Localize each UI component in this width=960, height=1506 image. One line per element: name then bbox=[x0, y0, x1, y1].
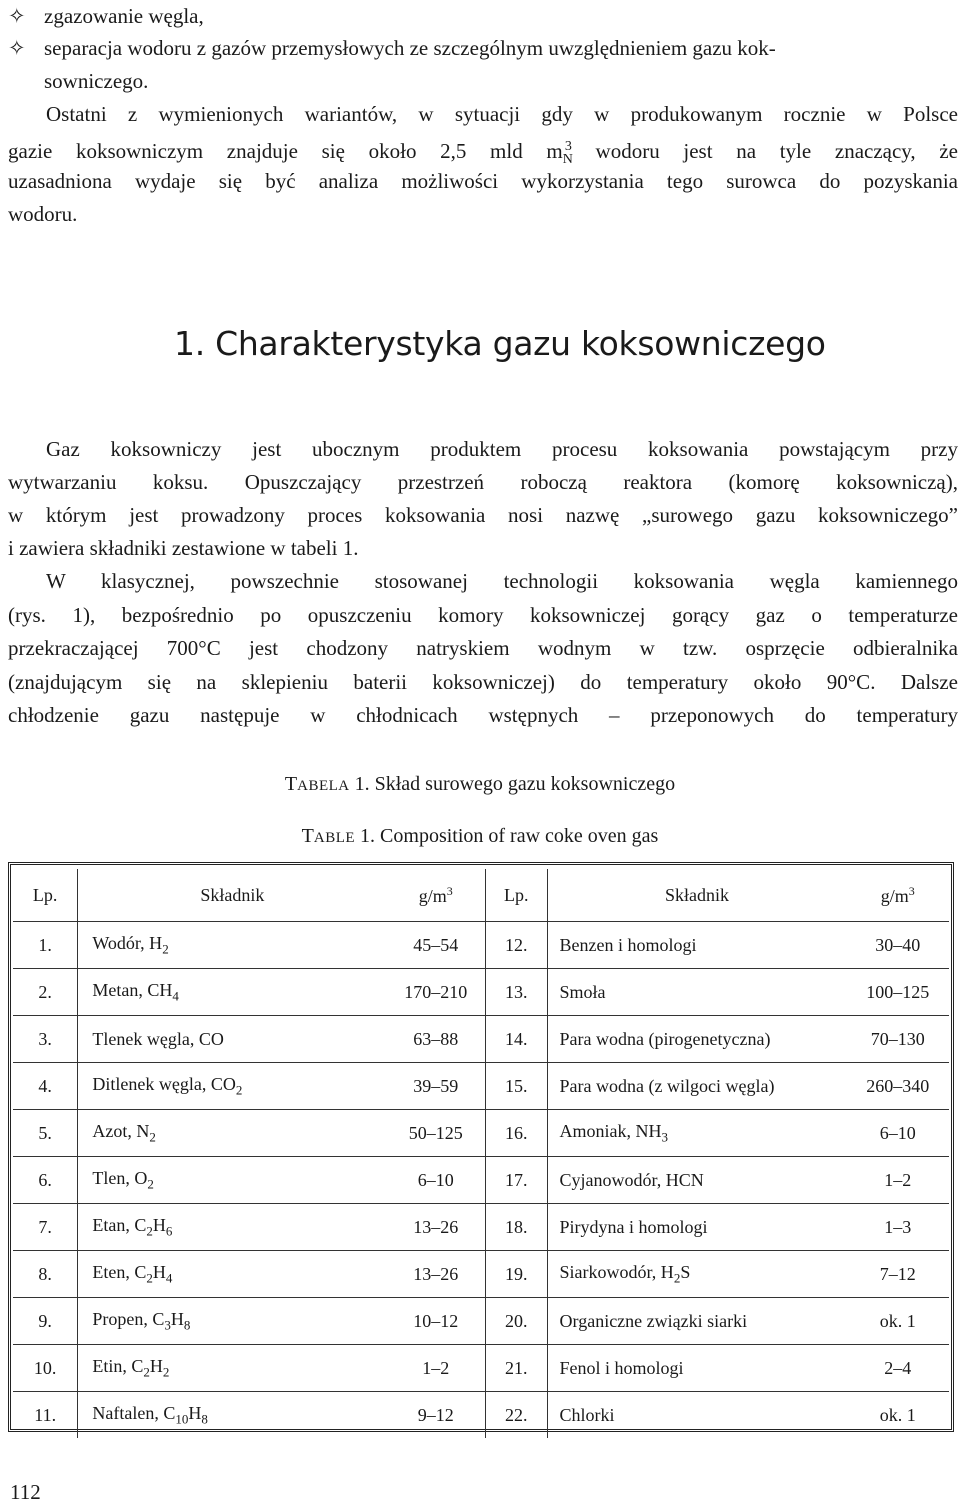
subscript: 4 bbox=[172, 988, 179, 1004]
cell-value: 50–125 bbox=[386, 1110, 485, 1157]
table-row bbox=[13, 1016, 949, 1063]
subscript: 2 bbox=[146, 1270, 153, 1286]
cell-value: 1–2 bbox=[847, 1157, 949, 1204]
text-line: (rys. 1), bezpośrednio po opuszczeniu komory koksowniczej gorący gaz o temperaturze bbox=[8, 603, 958, 627]
subscript: 10 bbox=[175, 1411, 189, 1427]
table-row bbox=[13, 969, 949, 1016]
unit-text: g/m bbox=[880, 885, 909, 906]
component-name: Tlen, O bbox=[92, 1167, 148, 1188]
bullet-text: separacja wodoru z gazów przemysłowych ze szczególnym uwzględnieniem gazu kok- bbox=[44, 36, 776, 60]
subscript: 2 bbox=[162, 941, 169, 957]
text-line: (znajdującym się na sklepieniu baterii koksowniczej) do temperatury około 90°C. Dalsze bbox=[8, 670, 958, 694]
text-line: wodoru. bbox=[8, 202, 78, 226]
subscript: 2 bbox=[149, 1129, 156, 1145]
cell-value: 63–88 bbox=[386, 1016, 485, 1063]
component-name: Benzen i homologi bbox=[559, 934, 697, 955]
table-row bbox=[13, 1204, 949, 1251]
header-lp: Lp. bbox=[13, 869, 78, 922]
bullet-text: zgazowanie węgla, bbox=[44, 4, 204, 28]
cell-value: 2–4 bbox=[847, 1345, 949, 1392]
subscript: 6 bbox=[165, 1223, 173, 1239]
cell-value: ok. 1 bbox=[879, 1404, 916, 1425]
table-row bbox=[13, 1392, 949, 1439]
component-name-part: H bbox=[152, 1214, 166, 1235]
cell-component bbox=[78, 1157, 387, 1204]
component-name: Chlorki bbox=[559, 1404, 615, 1425]
cell-component bbox=[547, 1298, 847, 1345]
component-name: Organiczne związki siarki bbox=[559, 1310, 748, 1331]
cell-component bbox=[78, 1016, 387, 1063]
cell-component bbox=[78, 1392, 387, 1439]
cell-lp: 14. bbox=[486, 1016, 548, 1063]
subscript: N bbox=[562, 152, 573, 168]
cell-component bbox=[547, 922, 847, 969]
cell-lp: 17. bbox=[486, 1157, 548, 1204]
cell-value: 70–130 bbox=[847, 1016, 949, 1063]
component-name: Naftalen, C bbox=[92, 1402, 176, 1423]
caption-smallcaps: ABELA bbox=[297, 778, 350, 794]
composition-table-frame bbox=[8, 862, 954, 1432]
component-name: Smoła bbox=[559, 981, 606, 1002]
header-lp: Lp. bbox=[486, 869, 548, 922]
cell-lp: 18. bbox=[486, 1204, 548, 1251]
caption-initial: T bbox=[301, 825, 314, 847]
component-name: Metan, CH bbox=[92, 979, 173, 1000]
header-component: Składnik bbox=[78, 869, 387, 922]
cell-lp: 3. bbox=[13, 1016, 78, 1063]
cell-value: ok. 1 bbox=[847, 1298, 949, 1345]
component-name: Amoniak, NH bbox=[559, 1120, 662, 1141]
cell-value: 45–54 bbox=[386, 922, 485, 969]
subscript: 2 bbox=[147, 1176, 154, 1192]
cell-value: 10–12 bbox=[386, 1298, 485, 1345]
superscript: 3 bbox=[564, 139, 572, 154]
component-name: Tlenek węgla, CO bbox=[92, 1028, 224, 1049]
component-name: Ditlenek węgla, CO bbox=[92, 1073, 236, 1094]
subscript: 2 bbox=[143, 1364, 150, 1380]
header-unit bbox=[847, 869, 949, 922]
cell-lp: 19. bbox=[486, 1251, 548, 1298]
caption-smallcaps: ABLE bbox=[313, 830, 356, 846]
unit-sup: 3 bbox=[446, 883, 453, 898]
cell-value: 39–59 bbox=[386, 1063, 485, 1110]
text-line: i zawiera składniki zestawione w tabeli 1. bbox=[8, 536, 359, 560]
component-name: Pirydyna i homologi bbox=[559, 1216, 708, 1237]
diamond-star-icon: ✧ bbox=[8, 4, 26, 28]
cell-component bbox=[78, 1298, 387, 1345]
unit-sup: 3 bbox=[908, 883, 915, 898]
cell-lp: 8. bbox=[13, 1251, 78, 1298]
unit-text: g/m bbox=[418, 885, 447, 906]
cell-lp: 16. bbox=[486, 1110, 548, 1157]
subscript: 2 bbox=[162, 1364, 170, 1380]
cell-component bbox=[78, 1251, 387, 1298]
section-heading: 1. Charakterystyka gazu koksowniczego bbox=[174, 324, 826, 363]
text-line: przekraczającej 700°C jest chodzony natryskiem wodnym w tzw. osprzęcie odbieralnika bbox=[8, 636, 958, 660]
cell-lp: 9. bbox=[13, 1298, 78, 1345]
component-name-part: H bbox=[149, 1355, 163, 1376]
cell-lp: 10. bbox=[13, 1345, 78, 1392]
text-line: sowniczego. bbox=[44, 69, 149, 93]
cell-component bbox=[547, 1157, 847, 1204]
cell-lp: 1. bbox=[13, 922, 78, 969]
subscript: 2 bbox=[146, 1223, 153, 1239]
text-line: Ostatni z wymienionych wariantów, w sytuacji gdy w produkowanym rocznie w Polsce bbox=[46, 102, 958, 126]
subscript: 8 bbox=[183, 1317, 191, 1333]
cell-component bbox=[78, 1063, 387, 1110]
cell-component bbox=[547, 1204, 847, 1251]
page-number: 112 bbox=[10, 1480, 41, 1504]
cell-value: 6–10 bbox=[386, 1157, 485, 1204]
component-name: Azot, N bbox=[92, 1120, 150, 1141]
table-row bbox=[13, 1063, 949, 1110]
cell-component bbox=[547, 1392, 847, 1439]
cell-value: 1–2 bbox=[386, 1345, 485, 1392]
component-name: Etan, C bbox=[92, 1214, 147, 1235]
subscript: 2 bbox=[673, 1270, 681, 1286]
cell-component bbox=[78, 1204, 387, 1251]
component-name: Cyjanowodór, HCN bbox=[559, 1169, 704, 1190]
subscript: 3 bbox=[661, 1129, 669, 1145]
cell-value: 7–12 bbox=[847, 1251, 949, 1298]
table-row bbox=[13, 1298, 949, 1345]
component-name-part: H bbox=[188, 1402, 202, 1423]
caption-text: 1. Skład surowego gazu koksowniczego bbox=[349, 773, 676, 795]
component-name-part: H bbox=[152, 1261, 166, 1282]
cell-component bbox=[78, 969, 387, 1016]
cell-component bbox=[547, 1345, 847, 1392]
subscript: 3 bbox=[164, 1317, 171, 1333]
cell-component bbox=[547, 1110, 847, 1157]
component-name: Propen, C bbox=[92, 1308, 165, 1329]
component-name: Etin, C bbox=[92, 1355, 144, 1376]
cell-lp: 2. bbox=[13, 969, 78, 1016]
text-line: Gaz koksowniczy jest ubocznym produktem procesu koksowania powstającym przy bbox=[46, 437, 958, 461]
cell-lp: 20. bbox=[486, 1298, 548, 1345]
cell-value: 13–26 bbox=[386, 1204, 485, 1251]
component-name: Siarkowodór, H bbox=[559, 1261, 674, 1282]
table-row bbox=[13, 1251, 949, 1298]
cell-lp: 4. bbox=[13, 1063, 78, 1110]
cell-value: 100–125 bbox=[847, 969, 949, 1016]
cell-lp: 13. bbox=[486, 969, 548, 1016]
text-line: w którym jest prowadzony proces koksowania nosi nazwę „surowego gazu koksowniczego” bbox=[8, 503, 958, 527]
subscript: 2 bbox=[235, 1082, 243, 1098]
text-line: chłodzenie gazu następuje w chłodnicach wstępnych – przeponowych do temperatury bbox=[8, 703, 958, 727]
cell-component bbox=[547, 1063, 847, 1110]
table-caption-en bbox=[0, 822, 960, 852]
header-component: Składnik bbox=[547, 869, 847, 922]
cell-lp: 15. bbox=[486, 1063, 548, 1110]
component-name-part: H bbox=[170, 1308, 184, 1329]
cell-value: 1–3 bbox=[847, 1204, 949, 1251]
table-row bbox=[13, 922, 949, 969]
subscript: 4 bbox=[165, 1270, 173, 1286]
cell-component bbox=[78, 1345, 387, 1392]
cell-value: 13–26 bbox=[386, 1251, 485, 1298]
cell-value: 9–12 bbox=[386, 1392, 485, 1439]
component-name: Fenol i homologi bbox=[559, 1357, 684, 1378]
component-name: Para wodna (z wilgoci węgla) bbox=[559, 1075, 775, 1096]
cell-component bbox=[547, 1016, 847, 1063]
cell-lp: 12. bbox=[486, 922, 548, 969]
table-row bbox=[13, 1157, 949, 1204]
cell-component bbox=[547, 969, 847, 1016]
cell-lp: 7. bbox=[13, 1204, 78, 1251]
component-name: Wodór, H bbox=[92, 932, 163, 953]
subscript: 8 bbox=[201, 1411, 208, 1427]
cell-component bbox=[78, 922, 387, 969]
cell-value: 260–340 bbox=[847, 1063, 949, 1110]
table-row bbox=[13, 1345, 949, 1392]
text-span: wodoru jest na tyle znaczący, że bbox=[571, 139, 958, 163]
table-row bbox=[13, 1110, 949, 1157]
component-name-part: S bbox=[680, 1261, 691, 1282]
cell-lp: 11. bbox=[13, 1392, 78, 1439]
cell-component bbox=[78, 1110, 387, 1157]
caption-text: 1. Composition of raw coke oven gas bbox=[355, 825, 659, 847]
text-line: wytwarzaniu koksu. Opuszczający przestrzeń roboczą reaktora (komorę koksowniczą), bbox=[8, 470, 958, 494]
cell-lp: 22. bbox=[486, 1392, 548, 1439]
caption-initial: T bbox=[284, 773, 298, 795]
cell-value: 6–10 bbox=[847, 1110, 949, 1157]
component-name: Para wodna (pirogenetyczna) bbox=[559, 1028, 771, 1049]
text-line: uzasadniona wydaje się być analiza możliwości wykorzystania tego surowca do pozyskania bbox=[8, 169, 958, 193]
cell-value: 30–40 bbox=[847, 922, 949, 969]
table-header-row bbox=[13, 869, 949, 922]
table-caption-pl bbox=[0, 770, 960, 800]
cell-lp: 5. bbox=[13, 1110, 78, 1157]
diamond-star-icon: ✧ bbox=[8, 36, 26, 60]
cell-value: 170–210 bbox=[386, 969, 485, 1016]
component-name: Eten, C bbox=[92, 1261, 147, 1282]
composition-table bbox=[13, 869, 949, 1438]
cell-lp: 6. bbox=[13, 1157, 78, 1204]
text-line: W klasycznej, powszechnie stosowanej technologii koksowania węgla kamiennego bbox=[46, 569, 958, 593]
cell-component bbox=[547, 1251, 847, 1298]
text-span: gazie koksowniczym znajduje się około 2,5 mld m bbox=[8, 139, 563, 163]
cell-lp: 21. bbox=[486, 1345, 548, 1392]
header-unit bbox=[386, 869, 485, 922]
